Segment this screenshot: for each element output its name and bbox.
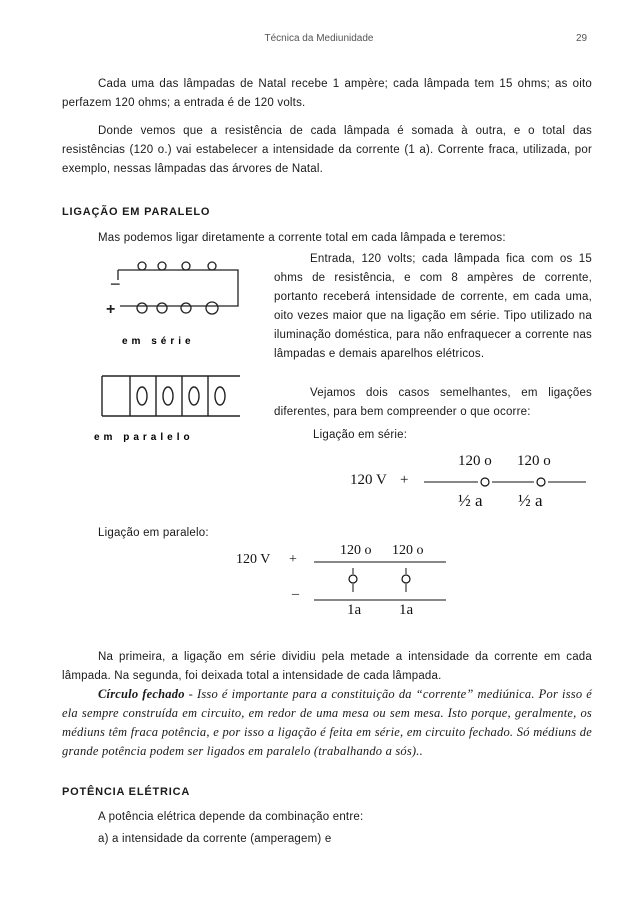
paralelo-diagram-label: Ligação em paralelo: xyxy=(98,527,209,539)
page-number: 29 xyxy=(576,33,588,44)
lamp-icon xyxy=(402,575,410,583)
running-header: Técnica da Mediunidade xyxy=(264,33,374,44)
paralelo-column-paragraph-1: Entrada, 120 volts; cada lâmpada fica com os 15 ohms de resistência, e com 8 ampères de corrente, portanto receberá intensidade de corrente, em cada uma, oito vezes maior que na ligação em série. Tipo utilizado na iluminação doméstica, para não enfraquecer a corrente nas lâmpadas e demais aparelhos elétricos. xyxy=(274,253,592,360)
paralelo-wire xyxy=(310,556,450,606)
paralelo-lead: Mas podemos ligar diretamente a corrente total em cada lâmpada e teremos: xyxy=(98,232,506,244)
serie-resistance-1: 120 o xyxy=(458,453,492,469)
serie-resistance-2: 120 o xyxy=(517,453,551,469)
paralelo-resistance-1: 120 o xyxy=(340,543,372,558)
section-heading-potencia: POTÊNCIA ELÉTRICA xyxy=(62,786,191,798)
parallel-sketch xyxy=(102,376,240,416)
paralelo-current-2: 1a xyxy=(399,602,414,618)
serie-voltage: 120 V xyxy=(350,472,387,488)
sketch-label-serie: em série xyxy=(122,336,195,347)
circulo-fechado-paragraph xyxy=(62,685,592,761)
paralelo-plus: + xyxy=(289,552,297,567)
serie-plus: + xyxy=(400,472,409,488)
intro-paragraph-1: Cada uma das lâmpadas de Natal recebe 1 ampère; cada lâmpada tem 15 ohms; as oito perfazem 120 ohms; a entrada é de 120 volts. xyxy=(62,78,592,109)
paralelo-column-paragraph-2: Vejamos dois casos semelhantes, em ligações diferentes, para bem compreender o que ocorre: xyxy=(274,387,592,418)
wiring-sketch xyxy=(90,250,250,450)
serie-current-1: ½ a xyxy=(458,491,483,510)
potencia-paragraph-2: a) a intensidade da corrente (amperagem) e xyxy=(98,833,332,845)
paralelo-minus: _ xyxy=(292,582,299,597)
paralelo-voltage: 120 V xyxy=(236,552,271,567)
sketch-label-paralelo: em paralelo xyxy=(94,432,194,443)
conclusion-paragraph: Na primeira, a ligação em série dividiu pela metade a intensidade da corrente em cada lâmpada. Na segunda, foi deixada total a intensidade de cada lâmpada. xyxy=(62,651,592,682)
lamp-icon xyxy=(349,575,357,583)
sketch-plus: + xyxy=(106,301,116,318)
circulo-fechado-text: - Isso é importante para a constituição da “corrente” mediúnica. Por isso é ela sempre construída em circuito, em redor de uma mesa ou sem mesa. Isto porque, geralmente, os médiuns têm fraca potência, e por isso a ligação é feita em série, em circuito fechado. Só médiuns de grande potência podem ser ligados em paralelo (trabalhando a sós).. xyxy=(62,687,593,758)
intro-paragraph-2: Donde vemos que a resistência de cada lâmpada é somada à outra, e o total das resistências (120 o.) vai estabelecer a intensidade da corrente (1 a). Corrente fraca, utilizada, por exemplo, nessas lâmpadas das árvores de Natal. xyxy=(62,125,592,175)
lamp-icon xyxy=(481,478,489,486)
lamp-icon xyxy=(537,478,545,486)
serie-current-2: ½ a xyxy=(518,491,543,510)
circulo-fechado-title: Círculo fechado xyxy=(98,687,185,701)
section-heading-paralelo: LIGAÇÃO EM PARALELO xyxy=(62,206,211,218)
sketch-minus: − xyxy=(110,274,121,294)
potencia-paragraph-1: A potência elétrica depende da combinação entre: xyxy=(98,811,364,823)
series-sketch xyxy=(118,262,238,314)
paralelo-current-1: 1a xyxy=(347,602,362,618)
serie-wire xyxy=(420,474,590,488)
serie-label: Ligação em série: xyxy=(313,429,408,441)
paralelo-resistance-2: 120 o xyxy=(392,543,424,558)
